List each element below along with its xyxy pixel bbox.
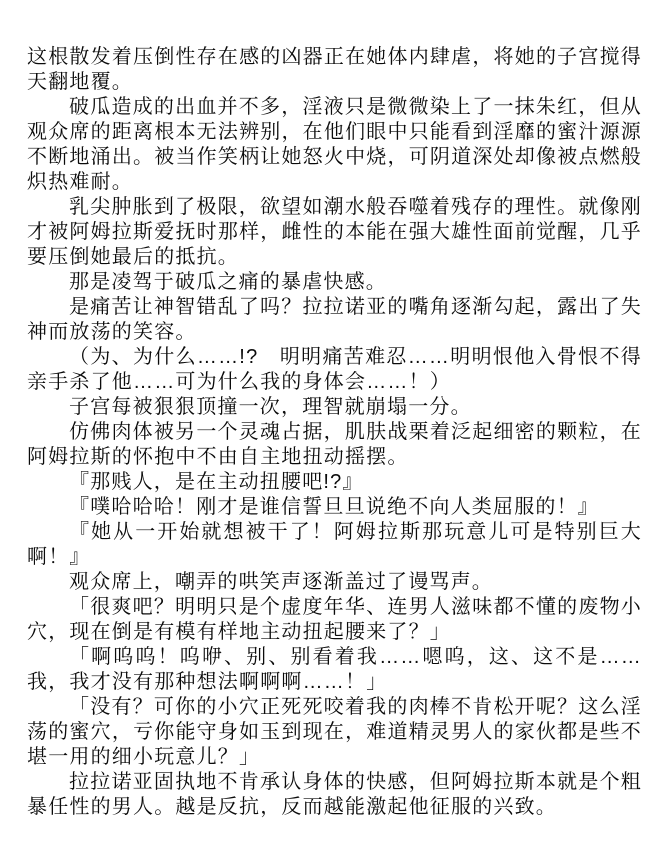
paragraph: 仿佛肉体被另一个灵魂占据，肌肤战栗着泛起细密的颗粒，在阿姆拉斯的怀抱中不由自主地扭动摇摆。 [27,421,642,468]
paragraph: 这根散发着压倒性存在感的凶器正在她体内肆虐，将她的子宫搅得天翻地覆。 [27,46,642,93]
paragraph: 破瓜造成的出血并不多，淫液只是微微染上了一抹朱红，但从观众席的距离根本无法辨别，在他们眼中只能看到淫靡的蜜汁源源不断地涌出。被当作笑柄让她怒火中烧，可阴道深处却像被点燃般炽热难耐。 [27,96,642,193]
paragraph: 观众席上，嘲弄的哄笑声逐渐盖过了谩骂声。 [69,571,493,593]
paragraph: 『那贱人，是在主动扭腰吧!?』 [69,471,364,493]
paragraph: 「啊呜呜！呜咿、别、别看着我……嗯呜，这、这不是……我，我才没有那种想法啊啊啊……！」 [27,646,642,693]
paragraph: 是痛苦让神智错乱了吗？拉拉诺亚的嘴角逐渐勾起，露出了失神而放荡的笑容。 [27,296,642,343]
paragraph: 『她从一开始就想被干了！阿姆拉斯那玩意儿可是特别巨大啊！』 [27,521,642,568]
paragraph: 子宫每被狠狠顶撞一次，理智就崩塌一分。 [69,396,472,418]
paragraph: 拉拉诺亚固执地不肯承认身体的快感，但阿姆拉斯本就是个粗暴任性的男人。越是反抗，反而越能激起他征服的兴致。 [27,771,642,818]
paragraph: 『噗哈哈哈！刚才是谁信誓旦旦说绝不向人类屈服的！』 [69,496,599,518]
paragraph: 「很爽吧？明明只是个虚度年华、连男人滋味都不懂的废物小穴，现在倒是有模有样地主动扭起腰来了？」 [27,596,642,643]
paragraph: 那是凌驾于破瓜之痛的暴虐快感。 [69,271,387,293]
paragraph: （为、为什么……!? 明明痛苦难忍……明明恨他入骨恨不得亲手杀了他……可为什么我的身体会……！） [27,346,642,393]
paragraph: 乳尖肿胀到了极限，欲望如潮水般吞噬着残存的理性。就像刚才被阿姆拉斯爱抚时那样，雌性的本能在强大雄性面前觉醒，几乎要压倒她最后的抵抗。 [27,196,642,268]
paragraph: 「没有？可你的小穴正死死咬着我的肉棒不肯松开呢？这么淫荡的蜜穴，亏你能守身如玉到现在，难道精灵男人的家伙都是些不堪一用的细小玩意儿？」 [27,696,642,768]
